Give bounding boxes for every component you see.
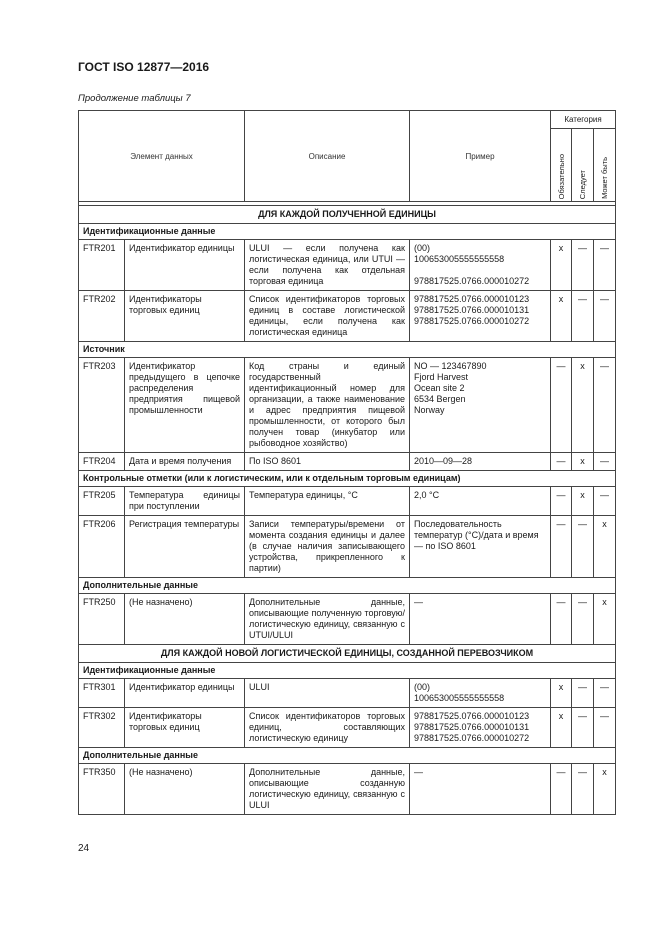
element-example [410, 516, 551, 578]
mark-may: x [594, 594, 616, 645]
section-row [79, 206, 616, 224]
element-code: FTR206 [79, 516, 125, 578]
mark-should: — [572, 516, 594, 578]
group-title: Идентификационные данные [79, 224, 616, 240]
element-example [410, 358, 551, 453]
element-code: FTR202 [79, 291, 125, 342]
header-example: Пример [410, 111, 551, 202]
table-body [79, 202, 616, 815]
element-name: Идентификаторы торговых единиц [125, 708, 245, 748]
example-line: (00) [414, 243, 431, 253]
element-code: FTR350 [79, 764, 125, 815]
table-row [79, 358, 616, 453]
header-element: Элемент данных [79, 111, 245, 202]
element-example [410, 487, 551, 516]
section-title: ДЛЯ КАЖДОЙ НОВОЙ ЛОГИСТИЧЕСКОЙ ЕДИНИЦЫ, СОЗДАННОЙ ПЕРЕВОЗЧИКОМ [79, 645, 616, 663]
element-example [410, 594, 551, 645]
mark-may: — [594, 358, 616, 453]
element-name: Идентификатор единицы [125, 679, 245, 708]
element-description: Список идентификаторов торговых единиц, составляющих логистическую единицу [245, 708, 410, 748]
example-gap [414, 265, 546, 276]
example-line: — [414, 767, 423, 777]
element-name: (Не назначено) [125, 594, 245, 645]
element-description: ULUI [245, 679, 410, 708]
example-line: Norway [414, 405, 445, 415]
element-description: По ISO 8601 [245, 453, 410, 471]
group-row [79, 663, 616, 679]
mark-should: — [572, 764, 594, 815]
mark-mandatory: — [551, 358, 572, 453]
mark-mandatory: x [551, 240, 572, 291]
header-mandatory: Обязательно [551, 129, 572, 202]
element-code: FTR205 [79, 487, 125, 516]
example-line: 100653005555555558 [414, 254, 505, 264]
mark-should: — [572, 240, 594, 291]
mark-may: — [594, 291, 616, 342]
mark-mandatory: x [551, 679, 572, 708]
example-line: 978817525.0766.000010272 [414, 316, 530, 326]
element-description: Записи температуры/времени от момента создания единицы и далее (в случае наличия записывающего устройства, прикрепленного к партии) [245, 516, 410, 578]
section-title: ДЛЯ КАЖДОЙ ПОЛУЧЕННОЙ ЕДИНИЦЫ [79, 206, 616, 224]
page-number: 24 [78, 843, 90, 854]
example-line: 2,0 °C [414, 490, 440, 500]
mark-may: x [594, 516, 616, 578]
element-code: FTR204 [79, 453, 125, 471]
mark-should: — [572, 679, 594, 708]
element-name: Идентификатор предыдущего в цепочке распределения предприятия пищевой промышленности [125, 358, 245, 453]
example-line: NO — 123467890 [414, 361, 487, 371]
example-line: 2010—09—28 [414, 456, 473, 466]
header-category: Категория [551, 111, 616, 129]
mark-should: — [572, 291, 594, 342]
example-line: Последовательность температур (°C)/дата и время — по ISO 8601 [414, 519, 539, 551]
table-row [79, 487, 616, 516]
element-description: ULUI — если получена как логистическая единица, или UTUI — если получена как отдельная торговая единица [245, 240, 410, 291]
table-row [79, 764, 616, 815]
mark-mandatory: x [551, 291, 572, 342]
group-title: Дополнительные данные [79, 578, 616, 594]
example-line: 978817525.0766.000010131 [414, 722, 530, 732]
mark-may: — [594, 240, 616, 291]
element-example [410, 708, 551, 748]
table-row [79, 453, 616, 471]
mark-may: — [594, 453, 616, 471]
document-header: ГОСТ ISO 12877—2016 [78, 60, 210, 74]
element-example [410, 453, 551, 471]
group-title: Дополнительные данные [79, 748, 616, 764]
table-row [79, 594, 616, 645]
element-example [410, 240, 551, 291]
mark-should: — [572, 594, 594, 645]
group-row [79, 578, 616, 594]
mark-should: x [572, 358, 594, 453]
group-row [79, 471, 616, 487]
group-row [79, 224, 616, 240]
mark-may: — [594, 487, 616, 516]
element-description: Код страны и единый государственный идентификационный номер для организации, а также наименование и адрес предприятия пищевой промышленности, от которого был получен товар (инкубатор или рыбоводное хозяйство) [245, 358, 410, 453]
table-row [79, 679, 616, 708]
mark-may: — [594, 679, 616, 708]
element-code: FTR250 [79, 594, 125, 645]
group-row [79, 342, 616, 358]
element-name: Дата и время получения [125, 453, 245, 471]
element-description: Дополнительные данные, описывающие полученную торговую/логистическую единицу, связанную с UTUI/ULUI [245, 594, 410, 645]
example-line: (00) [414, 682, 431, 692]
element-name: Идентификатор единицы [125, 240, 245, 291]
mark-mandatory: — [551, 594, 572, 645]
element-example [410, 679, 551, 708]
example-line: Fjord Harvest [414, 372, 469, 382]
header-description: Описание [245, 111, 410, 202]
mark-may: — [594, 708, 616, 748]
element-description: Температура единицы, °C [245, 487, 410, 516]
table-row [79, 708, 616, 748]
mark-mandatory: — [551, 453, 572, 471]
example-line: 978817525.0766.000010272 [414, 733, 530, 743]
example-line: 6534 Bergen [414, 394, 466, 404]
example-line: 978817525.0766.000010272 [414, 276, 530, 286]
example-line: 978817525.0766.000010123 [414, 711, 530, 721]
table-row [79, 240, 616, 291]
element-description: Список идентификаторов торговых единиц в составе логистической единицы, если получена как логистическая единица [245, 291, 410, 342]
header-should: Следует [572, 129, 594, 202]
group-row [79, 748, 616, 764]
example-line: Ocean site 2 [414, 383, 465, 393]
element-name: Температура единицы при поступлении [125, 487, 245, 516]
header-may: Может быть [594, 129, 616, 202]
example-line: 978817525.0766.000010131 [414, 305, 530, 315]
mark-should: x [572, 453, 594, 471]
group-title: Идентификационные данные [79, 663, 616, 679]
table-row [79, 291, 616, 342]
mark-mandatory: — [551, 487, 572, 516]
mark-should: — [572, 708, 594, 748]
element-name: (Не назначено) [125, 764, 245, 815]
element-code: FTR302 [79, 708, 125, 748]
mark-mandatory: x [551, 708, 572, 748]
section-row [79, 645, 616, 663]
element-code: FTR201 [79, 240, 125, 291]
data-elements-table [78, 110, 616, 815]
element-code: FTR301 [79, 679, 125, 708]
example-line: 978817525.0766.000010123 [414, 294, 530, 304]
example-line: 100653005555555558 [414, 693, 505, 703]
element-name: Регистрация температуры [125, 516, 245, 578]
mark-mandatory: — [551, 764, 572, 815]
group-title: Контрольные отметки (или к логистическим, или к отдельным торговым единицам) [79, 471, 616, 487]
mark-should: x [572, 487, 594, 516]
table-row [79, 516, 616, 578]
mark-may: x [594, 764, 616, 815]
table-caption: Продолжение таблицы 7 [78, 93, 191, 104]
element-description: Дополнительные данные, описывающие созданную логистическую единицу, связанную с ULUI [245, 764, 410, 815]
mark-mandatory: — [551, 516, 572, 578]
example-line: — [414, 597, 423, 607]
group-title: Источник [79, 342, 616, 358]
element-example [410, 764, 551, 815]
element-name: Идентификаторы торговых единиц [125, 291, 245, 342]
element-code: FTR203 [79, 358, 125, 453]
element-example [410, 291, 551, 342]
